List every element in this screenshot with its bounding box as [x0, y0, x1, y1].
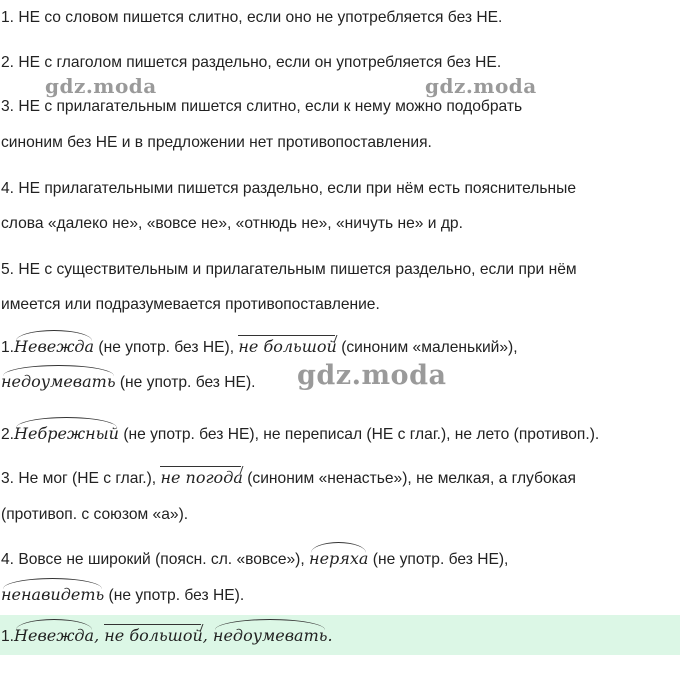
watermark-logo: gdz.moda [45, 74, 157, 98]
rule-3-line-1: 3. НЕ с прилагательным пишется слитно, если к нему можно подобрать [1, 98, 523, 115]
final-answer [1, 626, 333, 647]
root-word-arc: Невежда [14, 337, 95, 356]
answer-text: (не употр. без НЕ). [104, 587, 245, 604]
rule-2: 2. НЕ с глаголом пишется раздельно, если он употребляется без НЕ. [1, 54, 502, 71]
comma: , [202, 626, 213, 645]
root-word-arc: недоумевать [212, 626, 328, 645]
root-word-arc: неряха [309, 549, 369, 568]
rule-5-line-2: имеется или подразумевается противопоставление. [1, 296, 380, 313]
answer-text: (не употр. без НЕ), [368, 551, 509, 568]
answer-1-line-1 [1, 337, 518, 358]
answer-2-line-1 [1, 424, 599, 445]
root-word-arc: ненавидеть [1, 585, 105, 604]
answer-4-line-1 [1, 549, 508, 570]
separate-word-mark: не погода [160, 468, 243, 487]
rule-4-line-1: 4. НЕ прилагательными пишется раздельно, если при нём есть пояснительные [1, 180, 576, 197]
root-word-arc: Невежда [14, 626, 95, 645]
rule-3-line-2: синоним без НЕ и в предложении нет противопоставления. [1, 134, 432, 151]
answer-number: 2. [1, 426, 15, 443]
rule-4-line-2: слова «далеко не», «вовсе не», «отнюдь не», «ничуть не» и др. [1, 215, 463, 232]
comma: , [94, 626, 105, 645]
separate-word-mark: не большой [238, 337, 337, 356]
answer-text: 4. Вовсе не широкий (поясн. сл. «вовсе»), [1, 551, 310, 568]
answer-number: 1. [1, 339, 15, 356]
answer-text: (не употр. без НЕ), не переписал (НЕ с глаг.), не лето (противоп.). [118, 426, 600, 443]
answer-4-line-2 [1, 585, 244, 606]
answer-3-line-2: (противоп. с союзом «а»). [1, 506, 189, 523]
root-word-arc: Небрежный [14, 424, 119, 443]
watermark-logo: gdz.moda [425, 74, 537, 98]
answer-text: (не употр. без НЕ), [94, 339, 239, 356]
watermark-logo: gdz.moda [297, 360, 447, 391]
answer-number: 1. [1, 628, 15, 645]
root-word-arc: недоумевать [1, 372, 116, 391]
period: . [327, 626, 333, 645]
rule-5-line-1: 5. НЕ с существительным и прилагательным пишется раздельно, если при нём [1, 261, 577, 278]
separate-word-mark: не большой [104, 626, 203, 645]
answer-text: (синоним «маленький»), [336, 339, 518, 356]
answer-text: 3. Не мог (НЕ с глаг.), [1, 470, 161, 487]
answer-1-line-2 [1, 372, 255, 393]
answer-text: (синоним «ненастье»), не мелкая, а глубокая [242, 470, 576, 487]
answer-text: (не употр. без НЕ). [115, 374, 256, 391]
rule-1: 1. НЕ со словом пишется слитно, если оно не употребляется без НЕ. [1, 9, 503, 26]
answer-3-line-1 [1, 468, 576, 489]
